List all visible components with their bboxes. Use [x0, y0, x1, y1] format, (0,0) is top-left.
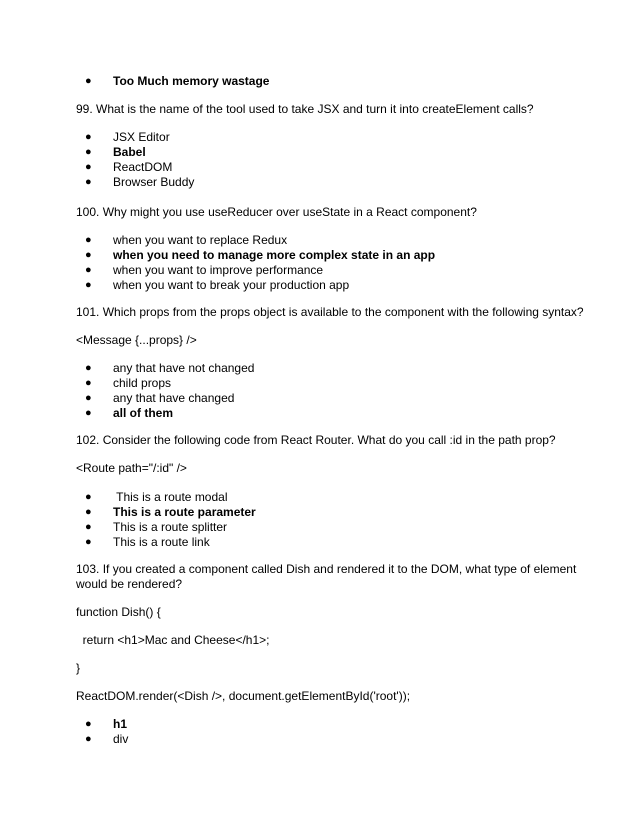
- answer-option-text: when you need to manage more complex state in an app: [113, 248, 436, 262]
- answer-option-text: all of them: [113, 406, 174, 420]
- answer-option-text: h1: [113, 717, 128, 731]
- document-paragraph: function Dish() {: [76, 605, 161, 619]
- answer-options-list: [85, 717, 128, 747]
- answer-option-text: child props: [113, 376, 172, 390]
- answer-option: [85, 490, 256, 505]
- bullet-icon: ●: [85, 146, 92, 158]
- answer-option: [85, 732, 128, 747]
- answer-option-correct: [85, 505, 256, 520]
- document-paragraph: }: [76, 661, 81, 675]
- answer-option: [85, 130, 194, 145]
- bullet-icon: ●: [85, 521, 92, 533]
- answer-option-text: This is a route modal: [113, 490, 228, 504]
- bullet-icon: ●: [85, 75, 92, 87]
- answer-option-text: when you want to replace Redux: [113, 233, 288, 247]
- answer-option-text: any that have not changed: [113, 361, 255, 375]
- bullet-icon: ●: [85, 491, 92, 503]
- bullet-icon: ●: [85, 536, 92, 548]
- answer-option-text: when you want to break your production app: [113, 278, 350, 292]
- answer-option-correct: [85, 717, 128, 732]
- answer-option-text: Browser Buddy: [113, 175, 195, 189]
- bullet-icon: ●: [85, 161, 92, 173]
- answer-options-list: [85, 490, 256, 550]
- answer-option: [85, 520, 256, 535]
- bullet-icon: ●: [85, 506, 92, 518]
- answer-option: [85, 376, 254, 391]
- document-paragraph: <Message {...props} />: [76, 333, 197, 347]
- document-paragraph: 101. Which props from the props object is available to the component with the following syntax?: [76, 305, 584, 319]
- answer-options-list: [85, 130, 194, 190]
- bullet-icon: ●: [85, 392, 92, 404]
- answer-options-list: [85, 233, 435, 293]
- bullet-icon: ●: [85, 407, 92, 419]
- answer-option-text: Babel: [113, 145, 146, 159]
- document-paragraph: return <h1>Mac and Cheese</h1>;: [76, 633, 270, 647]
- document-paragraph: 100. Why might you use useReducer over useState in a React component?: [76, 205, 477, 219]
- document-paragraph: ReactDOM.render(<Dish />, document.getElementById('root'));: [76, 689, 411, 703]
- bullet-icon: ●: [85, 718, 92, 730]
- answer-option: [85, 278, 435, 293]
- answer-option-text: This is a route parameter: [113, 505, 256, 519]
- bullet-icon: ●: [85, 733, 92, 745]
- bullet-icon: ●: [85, 176, 92, 188]
- answer-option: [85, 263, 435, 278]
- answer-option-text: Too Much memory wastage: [113, 74, 270, 88]
- answer-option: [85, 160, 194, 175]
- answer-option-text: This is a route splitter: [113, 520, 228, 534]
- document-paragraph: 102. Consider the following code from React Router. What do you call :id in the path prop?: [76, 433, 556, 447]
- bullet-icon: ●: [85, 131, 92, 143]
- answer-option-text: ReactDOM: [113, 160, 173, 174]
- answer-option-text: div: [113, 732, 129, 746]
- answer-option: [85, 233, 435, 248]
- bullet-icon: ●: [85, 377, 92, 389]
- bullet-icon: ●: [85, 234, 92, 246]
- answer-option: [85, 391, 254, 406]
- answer-option: [85, 361, 254, 376]
- answer-option-text: any that have changed: [113, 391, 235, 405]
- document-paragraph: 103. If you created a component called Dish and rendered it to the DOM, what type of element would be rendered?: [76, 562, 580, 591]
- bullet-icon: ●: [85, 249, 92, 261]
- answer-options-list: [85, 74, 269, 89]
- bullet-icon: ●: [85, 362, 92, 374]
- answer-option-correct: [85, 406, 254, 421]
- answer-option: [85, 535, 256, 550]
- answer-option-correct: [85, 74, 269, 89]
- answer-options-list: [85, 361, 254, 421]
- answer-option-correct: [85, 145, 194, 160]
- document-paragraph: <Route path="/:id" />: [76, 461, 187, 475]
- document-paragraph: 99. What is the name of the tool used to take JSX and turn it into createElement calls?: [76, 102, 534, 116]
- answer-option-text: This is a route link: [113, 535, 210, 549]
- answer-option-text: when you want to improve performance: [113, 263, 324, 277]
- answer-option-text: JSX Editor: [113, 130, 170, 144]
- bullet-icon: ●: [85, 279, 92, 291]
- answer-option: [85, 175, 194, 190]
- answer-option-correct: [85, 248, 435, 263]
- bullet-icon: ●: [85, 264, 92, 276]
